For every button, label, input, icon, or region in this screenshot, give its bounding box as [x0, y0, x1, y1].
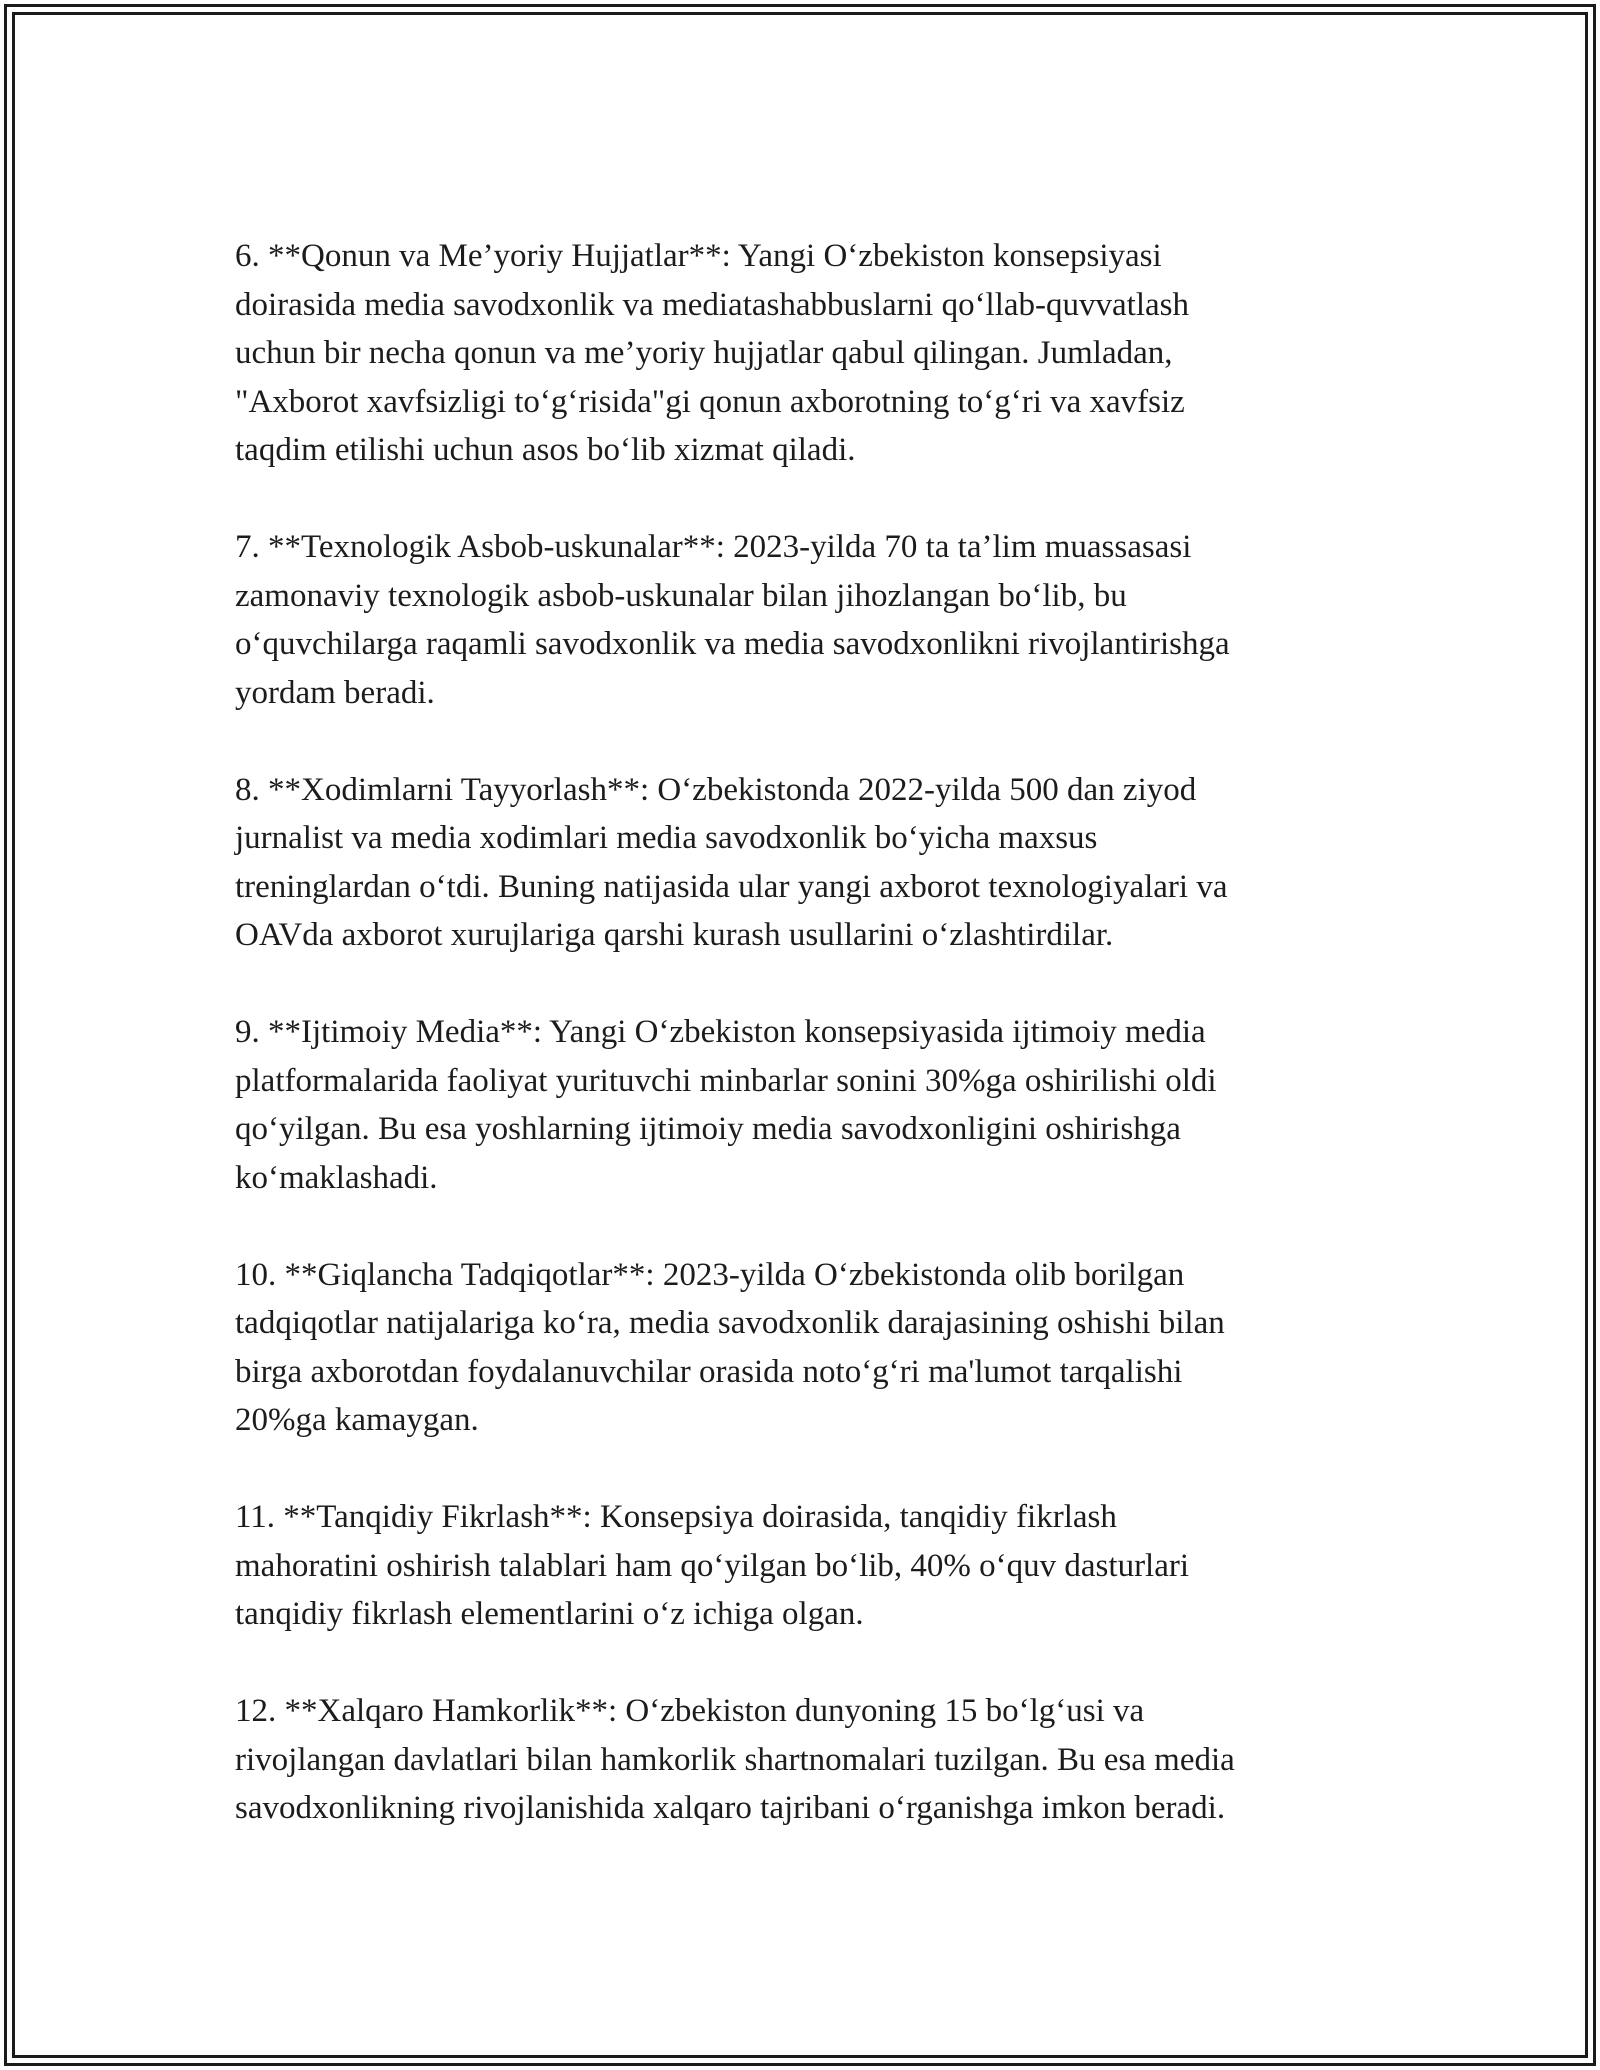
paragraph-11-critical-thinking: 11. **Tanqidiy Fikrlash**: Konsepsiya doirasida, tanqidiy fikrlash mahoratini oshirish talablari ham qo‘yilgan bo‘lib, 40% o‘quv dasturlari tanqidiy fikrlash elementlarini o‘z ichiga olgan.: [235, 1499, 1190, 1632]
paragraph-12-international-cooperation: 12. **Xalqaro Hamkorlik**: O‘zbekiston dunyoning 15 bo‘lg‘usi va rivojlangan davlatlari bilan hamkorlik shartnomalari tuzilgan. Bu esa media savodxonlikning rivojlanishida xalqaro tajribani o‘rganishga imkon beradi.: [235, 1693, 1235, 1826]
paragraph-9-social-media: 9. **Ijtimoiy Media**: Yangi O‘zbekiston konsepsiyasida ijtimoiy media platformalarida faoliyat yurituvchi minbarlar sonini 30%ga oshirilishi oldi qo‘yilgan. Bu esa yoshlarning ijtimoiy media savodxonligini oshirishga ko‘maklashadi.: [235, 1014, 1217, 1196]
paragraph-7-technology: 7. **Texnologik Asbob-uskunalar**: 2023-yilda 70 ta ta’lim muassasasi zamonaviy texnologik asbob-uskunalar bilan jihozlangan bo‘lib, bu o‘quvchilarga raqamli savodxonlik va media savodxonlikni rivojlantirishga yordam beradi.: [235, 529, 1230, 711]
paragraph-8-staff-training: 8. **Xodimlarni Tayyorlash**: O‘zbekistonda 2022-yilda 500 dan ziyod jurnalist va media xodimlari media savodxonlik bo‘yicha maxsus treninglardan o‘tdi. Buning natijasida ular yangi axborot texnologiyalari va OAVda axborot xurujlariga qarshi kurash usullarini o‘zlashtirdilar.: [235, 771, 1228, 953]
paragraph-10-research: 10. **Giqlancha Tadqiqotlar**: 2023-yilda O‘zbekistonda olib borilgan tadqiqotlar natijalariga ko‘ra, media savodxonlik darajasining oshishi bilan birga axborotdan foydalanuvchilar orasida noto‘g‘ri ma'lumot tarqalishi 20%ga kamaygan.: [235, 1256, 1225, 1438]
document-body: [235, 232, 1385, 1881]
paragraph-6-laws: 6. **Qonun va Me’yoriy Hujjatlar**: Yangi O‘zbekiston konsepsiyasi doirasida media savodxonlik va mediatashabbuslarni qo‘llab-quvvatlash uchun bir necha qonun va me’yoriy hujjatlar qabul qilingan. Jumladan, "Axborot xavfsizligi to‘g‘risida"gi qonun axborotning to‘g‘ri va xavfsiz taqdim etilishi uchun asos bo‘lib xizmat qiladi.: [235, 238, 1190, 468]
